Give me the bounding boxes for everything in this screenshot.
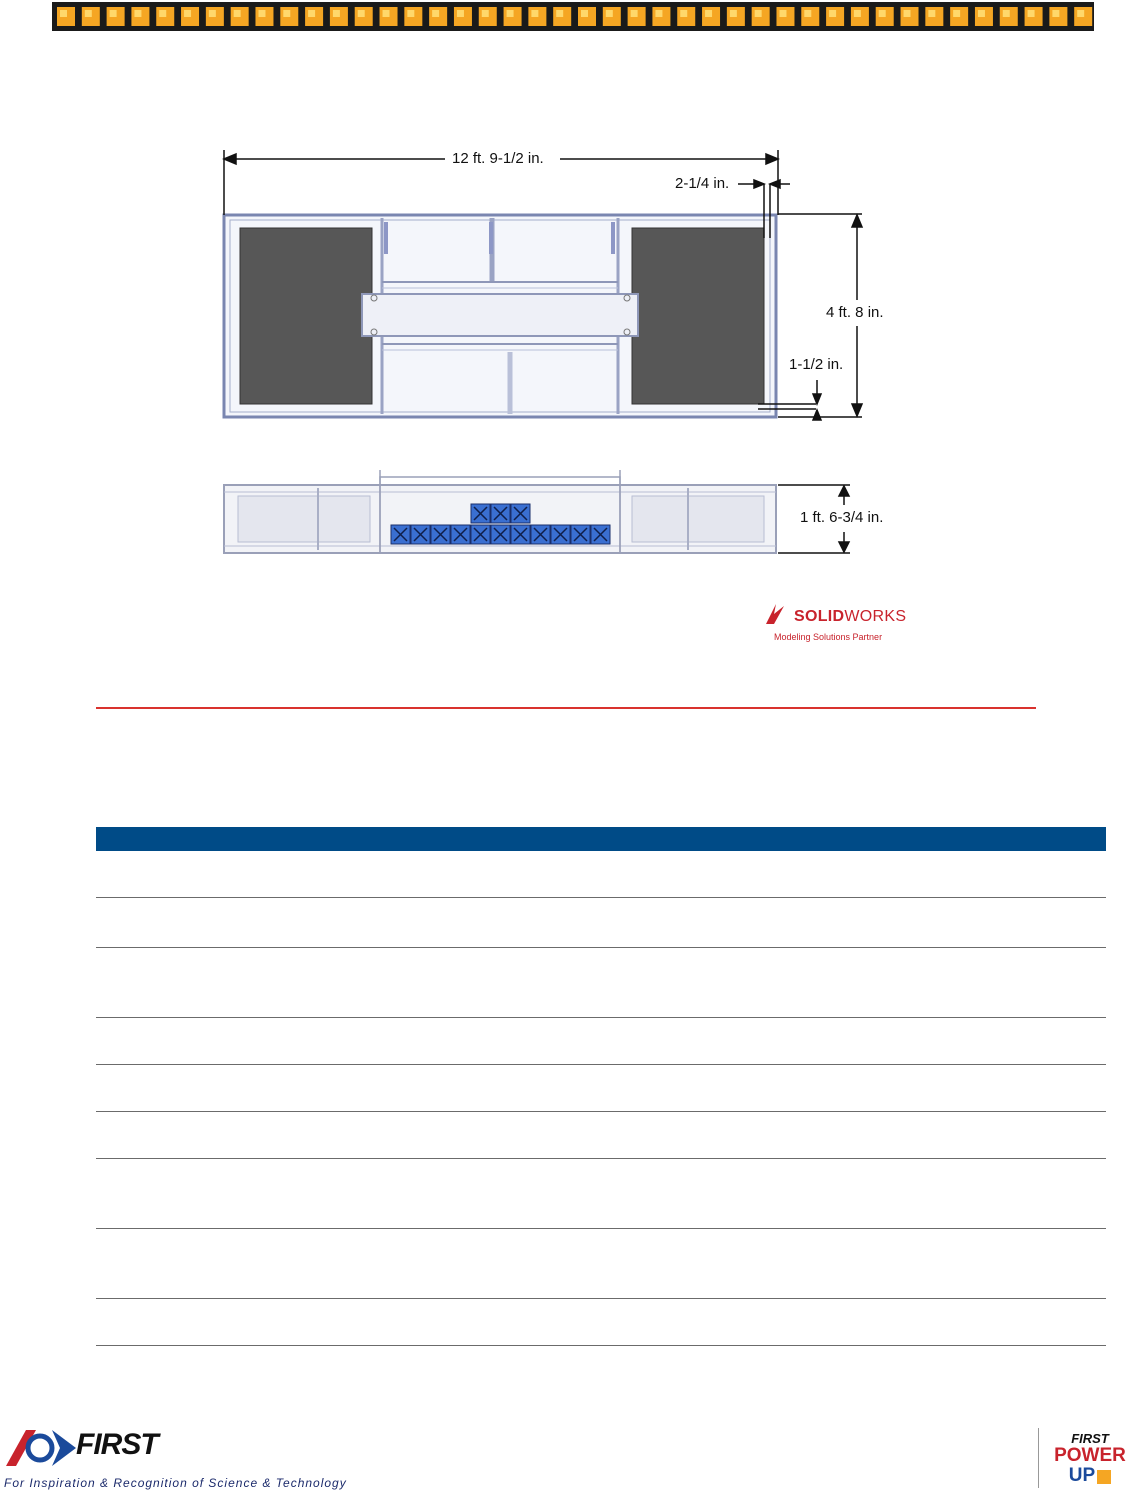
power-up-logo (1050, 1432, 1130, 1490)
top-view (224, 215, 776, 417)
arrow-icon (1097, 1470, 1111, 1484)
table-row (96, 948, 1106, 1018)
side-view (224, 470, 776, 553)
first-emblem-icon (2, 1426, 78, 1470)
first-logo (0, 1420, 430, 1491)
table-row (96, 1299, 1106, 1346)
edge-offset-label: 1-1/2 in. (789, 356, 844, 373)
first-wordmark: FIRST (76, 1428, 158, 1461)
rail-offset-label: 2-1/4 in. (675, 175, 730, 192)
table-row (96, 898, 1106, 948)
ds-icon (762, 600, 792, 630)
solidworks-tagline: Modeling Solutions Partner (774, 632, 883, 642)
power-up-up: UP (1068, 1465, 1096, 1486)
solidworks-brand: SOLIDWORKS (794, 608, 907, 625)
table-row (96, 1159, 1106, 1229)
overall-length-label: 12 ft. 9-1/2 in. (452, 150, 544, 167)
power-up-power: POWER (1054, 1445, 1126, 1466)
footer-divider (1038, 1428, 1039, 1488)
depth-label: 4 ft. 8 in. (826, 304, 884, 321)
section-divider (96, 707, 1036, 709)
first-tagline: For Inspiration & Recognition of Science & Technology (4, 1476, 347, 1490)
right-platform (632, 228, 764, 404)
table-row (96, 1229, 1106, 1299)
power-up-first: FIRST (1071, 1431, 1109, 1446)
specs-table (96, 827, 1106, 1346)
table-row (96, 851, 1106, 898)
table-header (96, 827, 1106, 851)
left-platform (240, 228, 372, 404)
height-label: 1 ft. 6-3/4 in. (800, 509, 884, 526)
table-row (96, 1018, 1106, 1065)
table-row (96, 1112, 1106, 1159)
solidworks-logo (760, 598, 920, 646)
table-row (96, 1065, 1106, 1112)
field-element-drawing (0, 0, 1132, 600)
